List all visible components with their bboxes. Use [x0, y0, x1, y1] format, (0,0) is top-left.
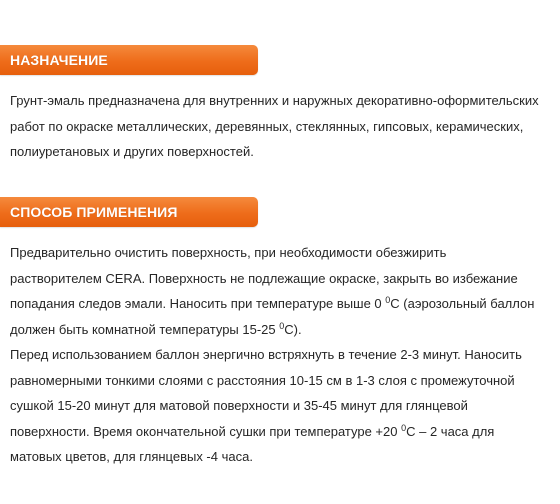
text-line: равномерными тонкими слоями с расстояния 10-15 см в 1-3 слоя с промежуточной — [10, 372, 515, 388]
section-title-application: СПОСОБ ПРИМЕНЕНИЯ — [10, 204, 178, 220]
text-line: работ по окраске металлических, деревянных, стеклянных, гипсовых, керамических, — [10, 118, 524, 134]
text-line: полиуретановых и других поверхностей. — [10, 144, 254, 159]
text-line — [10, 291, 558, 317]
text-line: сушкой 15-20 минут для матовой поверхности и 35-45 минут для глянцевой — [10, 398, 468, 413]
section-header-application — [0, 197, 258, 227]
purpose-text — [10, 88, 558, 165]
degree-superscript: 0 — [401, 422, 407, 433]
text-fragment: поверхности. Время окончательной сушки при температуре +20 — [10, 423, 402, 439]
text-fragment: должен быть комнатной температуры 15-25 — [10, 321, 280, 337]
section-header-purpose — [0, 45, 258, 75]
text-fragment: С (аэрозольный баллон — [390, 296, 535, 311]
text-line: растворителем CERA. Поверхность не подлежащие окраске, закрыть во избежание — [10, 270, 518, 286]
degree-superscript: 0 — [279, 320, 285, 331]
section-title-purpose: НАЗНАЧЕНИЕ — [10, 52, 108, 68]
text-line — [10, 317, 558, 343]
degree-superscript: 0 — [385, 295, 391, 305]
text-fragment: С – 2 часа для — [406, 423, 495, 439]
text-line — [10, 419, 558, 445]
text-line: матовых цветов, для глянцевых -4 часа. — [10, 449, 253, 464]
text-line: Грунт-эмаль предназначена для внутренних и наружных декоративно-оформительских — [10, 93, 539, 108]
text-fragment: попадания следов эмали. Наносить при температуре выше 0 — [10, 296, 386, 311]
application-text — [10, 240, 558, 470]
text-line: Предварительно очистить поверхность, при необходимости обезжирить — [10, 245, 447, 260]
text-line: Перед использованием баллон энергично встряхнуть в течение 2-3 минут. Наносить — [10, 347, 522, 362]
text-fragment: С). — [284, 321, 302, 337]
